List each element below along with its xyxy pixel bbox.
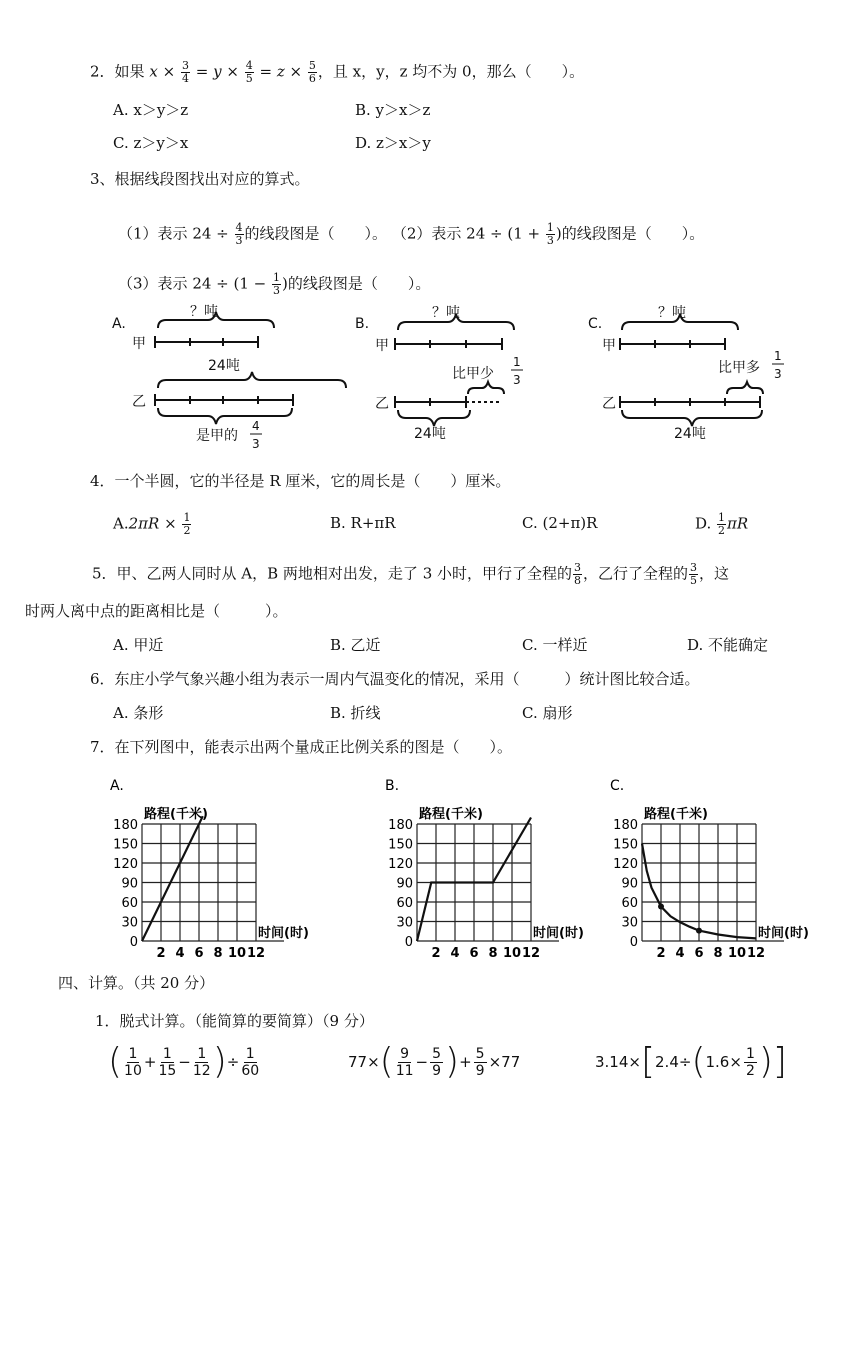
diagram-c-jia: 甲	[602, 338, 616, 354]
chart-1-ytick: 60	[396, 896, 413, 911]
q2-option-b[interactable]: B. y＞x＞z	[355, 101, 431, 119]
chart-0-ytick: 30	[121, 915, 138, 931]
chart-0-ytick: 150	[113, 837, 138, 853]
chart-2-marked-point	[696, 928, 702, 934]
chart-2-label: C.	[610, 778, 625, 794]
chart-1-ytick: 0	[404, 935, 413, 950]
q6-option-c[interactable]: C. 扇形	[522, 704, 573, 722]
q5-option-b[interactable]: B. 乙近	[330, 636, 381, 654]
q4-option-a[interactable]: A.2πR × $\frac{1}{2}$	[113, 511, 191, 537]
chart-1-ylabel: 路程(千米)	[419, 807, 483, 822]
chart-2-ytick: 150	[613, 837, 638, 853]
q3-sub1: （1）表示 24 ÷ $\frac{4}{3}$ 的线段图是（ ）。 （2）表示 24 ÷ (1 + $\frac{1}{3}$ )的线段图是（ ）。	[118, 221, 705, 247]
chart-1-xtick: 8	[488, 946, 498, 961]
chart-0-ytick: 0	[129, 935, 138, 950]
chart-2-xtick: 10	[727, 946, 747, 961]
chart-2-xtick: 4	[675, 946, 685, 961]
q3-sub3: （3）表示 24 ÷ (1 − $\frac{1}{3}$ )的线段图是（ ）。	[118, 271, 431, 297]
q5-stem-line2: 时两人离中点的距离相比是（ ）。	[25, 602, 288, 620]
chart-1-ytick: 30	[396, 915, 413, 931]
chart-2-ytick: 120	[613, 857, 638, 872]
chart-1-xlabel: 时间(时)	[533, 926, 584, 941]
q7-charts	[0, 770, 860, 970]
chart-0-xtick: 12	[246, 946, 266, 961]
chart-1-xtick: 2	[431, 946, 441, 961]
chart-0-xtick: 10	[227, 946, 247, 961]
chart-0-xtick: 8	[213, 946, 223, 961]
diagram-b-label: B.	[355, 316, 370, 332]
chart-0-ytick: 180	[113, 818, 138, 833]
chart-2-marked-point	[658, 904, 664, 910]
chart-0-xtick: 2	[156, 946, 166, 961]
chart-1-xtick: 12	[521, 946, 541, 961]
diagram-a-mid: 24吨	[208, 358, 240, 374]
svg-text:3: 3	[513, 373, 521, 387]
calc-expr-3: 3.14× [ 2.4÷ ( 1.6× $\frac{1}{2}$ )]	[595, 1041, 787, 1082]
svg-text:4: 4	[252, 419, 260, 433]
section4-sub: 1．脱式计算。（能简算的要简算）（9 分）	[95, 1012, 374, 1030]
chart-2-ytick: 60	[621, 896, 638, 911]
q4-option-c[interactable]: C. (2+π)R	[522, 514, 598, 532]
svg-text:1: 1	[513, 355, 521, 369]
chart-2-xtick: 8	[713, 946, 723, 961]
diagram-a-label: A.	[112, 316, 126, 332]
chart-1-ytick: 180	[388, 818, 413, 833]
q4-stem: 4．一个半圆，它的半径是 R 厘米，它的周长是（ ）厘米。	[90, 472, 511, 490]
chart-0-xtick: 4	[175, 946, 185, 961]
chart-0-ylabel: 路程(千米)	[144, 807, 208, 822]
q4-option-b[interactable]: B. R+πR	[330, 514, 396, 532]
diagram-c-yi: 乙	[602, 396, 616, 412]
segment-diagrams	[100, 300, 800, 460]
diagram-a-jia: 甲	[132, 336, 146, 352]
svg-text:1: 1	[774, 349, 782, 363]
q2-option-c[interactable]: C. z＞y＞x	[113, 134, 189, 152]
chart-1-ytick: 90	[396, 876, 413, 892]
diagram-a-bottom: 是甲的	[196, 428, 238, 444]
diagram-b-side: 比甲少	[452, 366, 494, 382]
q2-option-a[interactable]: A. x＞y＞z	[113, 101, 189, 119]
calc-expr-1: ( 1 10 + 1 15 − 1 12 ) ÷ 1 60	[108, 1041, 260, 1082]
chart-1-label: B.	[385, 778, 400, 794]
q6-option-b[interactable]: B. 折线	[330, 704, 381, 722]
chart-0-xlabel: 时间(时)	[258, 926, 309, 941]
q3-title: 3、根据线段图找出对应的算式。	[90, 170, 310, 188]
chart-0-xtick: 6	[194, 946, 204, 961]
q6-option-a[interactable]: A. 条形	[113, 704, 164, 722]
q5-option-a[interactable]: A. 甲近	[113, 636, 164, 654]
q4-option-d[interactable]: D. $\frac{1}{2}$ πR	[695, 511, 749, 537]
q7-stem: 7．在下列图中，能表示出两个量成正比例关系的图是（ ）。	[90, 738, 513, 756]
svg-text:3: 3	[252, 437, 260, 451]
chart-0-ytick: 120	[113, 857, 138, 872]
chart-0-series-line	[142, 816, 203, 941]
diagram-c-bottom: 24吨	[674, 426, 706, 442]
diagram-b-bottom: 24吨	[414, 426, 446, 442]
diagram-c-label: C.	[588, 316, 603, 332]
chart-2-xtick: 2	[656, 946, 666, 961]
chart-2-ytick: 90	[621, 876, 638, 892]
chart-2-xlabel: 时间(时)	[758, 926, 809, 941]
q2-stem: 2．如果 x × $\frac{3}{4}$ = y × $\frac{4}{5}$ = z × $\frac{5}{6}$ ，且 x，y，z 均不为 0，那么（ ）。	[90, 59, 585, 85]
chart-0-ytick: 90	[121, 876, 138, 892]
diagram-b-top: ？吨	[432, 305, 460, 321]
calc-expr-2: 77× ( 9 11 − 5 9 ) + $\frac{5}{9}$ ×77	[348, 1041, 521, 1082]
chart-2-ytick: 30	[621, 915, 638, 931]
chart-2-xtick: 12	[746, 946, 766, 961]
chart-2-ylabel: 路程(千米)	[644, 807, 708, 822]
diagram-a-yi: 乙	[132, 394, 146, 410]
chart-1-xtick: 4	[450, 946, 460, 961]
diagram-b-jia: 甲	[375, 338, 389, 354]
chart-2-ytick: 0	[629, 935, 638, 950]
q2-option-d[interactable]: D. z＞x＞y	[355, 134, 431, 152]
diagram-b-yi: 乙	[375, 396, 389, 412]
chart-1-ytick: 120	[388, 857, 413, 872]
section4-title: 四、计算。（共 20 分）	[58, 974, 215, 992]
q5-option-c[interactable]: C. 一样近	[522, 636, 588, 654]
chart-1-xtick: 10	[502, 946, 522, 961]
chart-1-xtick: 6	[469, 946, 479, 961]
diagram-c-top: ？吨	[658, 305, 686, 321]
chart-0-label: A.	[110, 778, 124, 794]
q5-option-d[interactable]: D. 不能确定	[687, 636, 769, 654]
diagram-a-top: ？吨	[190, 304, 218, 320]
diagram-c-side: 比甲多	[718, 360, 760, 376]
chart-1-ytick: 150	[388, 837, 413, 853]
chart-2-xtick: 6	[694, 946, 704, 961]
chart-0-ytick: 60	[121, 896, 138, 911]
q6-stem: 6．东庄小学气象兴趣小组为表示一周内气温变化的情况，采用（ ）统计图比较合适。	[90, 670, 700, 688]
chart-2-ytick: 180	[613, 818, 638, 833]
q5-stem: 5．甲、乙两人同时从 A，B 两地相对出发，走了 3 小时，甲行了全程的 $\frac{3}{8}$ ，乙行了全程的 $\frac{3}{5}$ ，这	[92, 561, 730, 587]
svg-text:3: 3	[774, 367, 782, 381]
